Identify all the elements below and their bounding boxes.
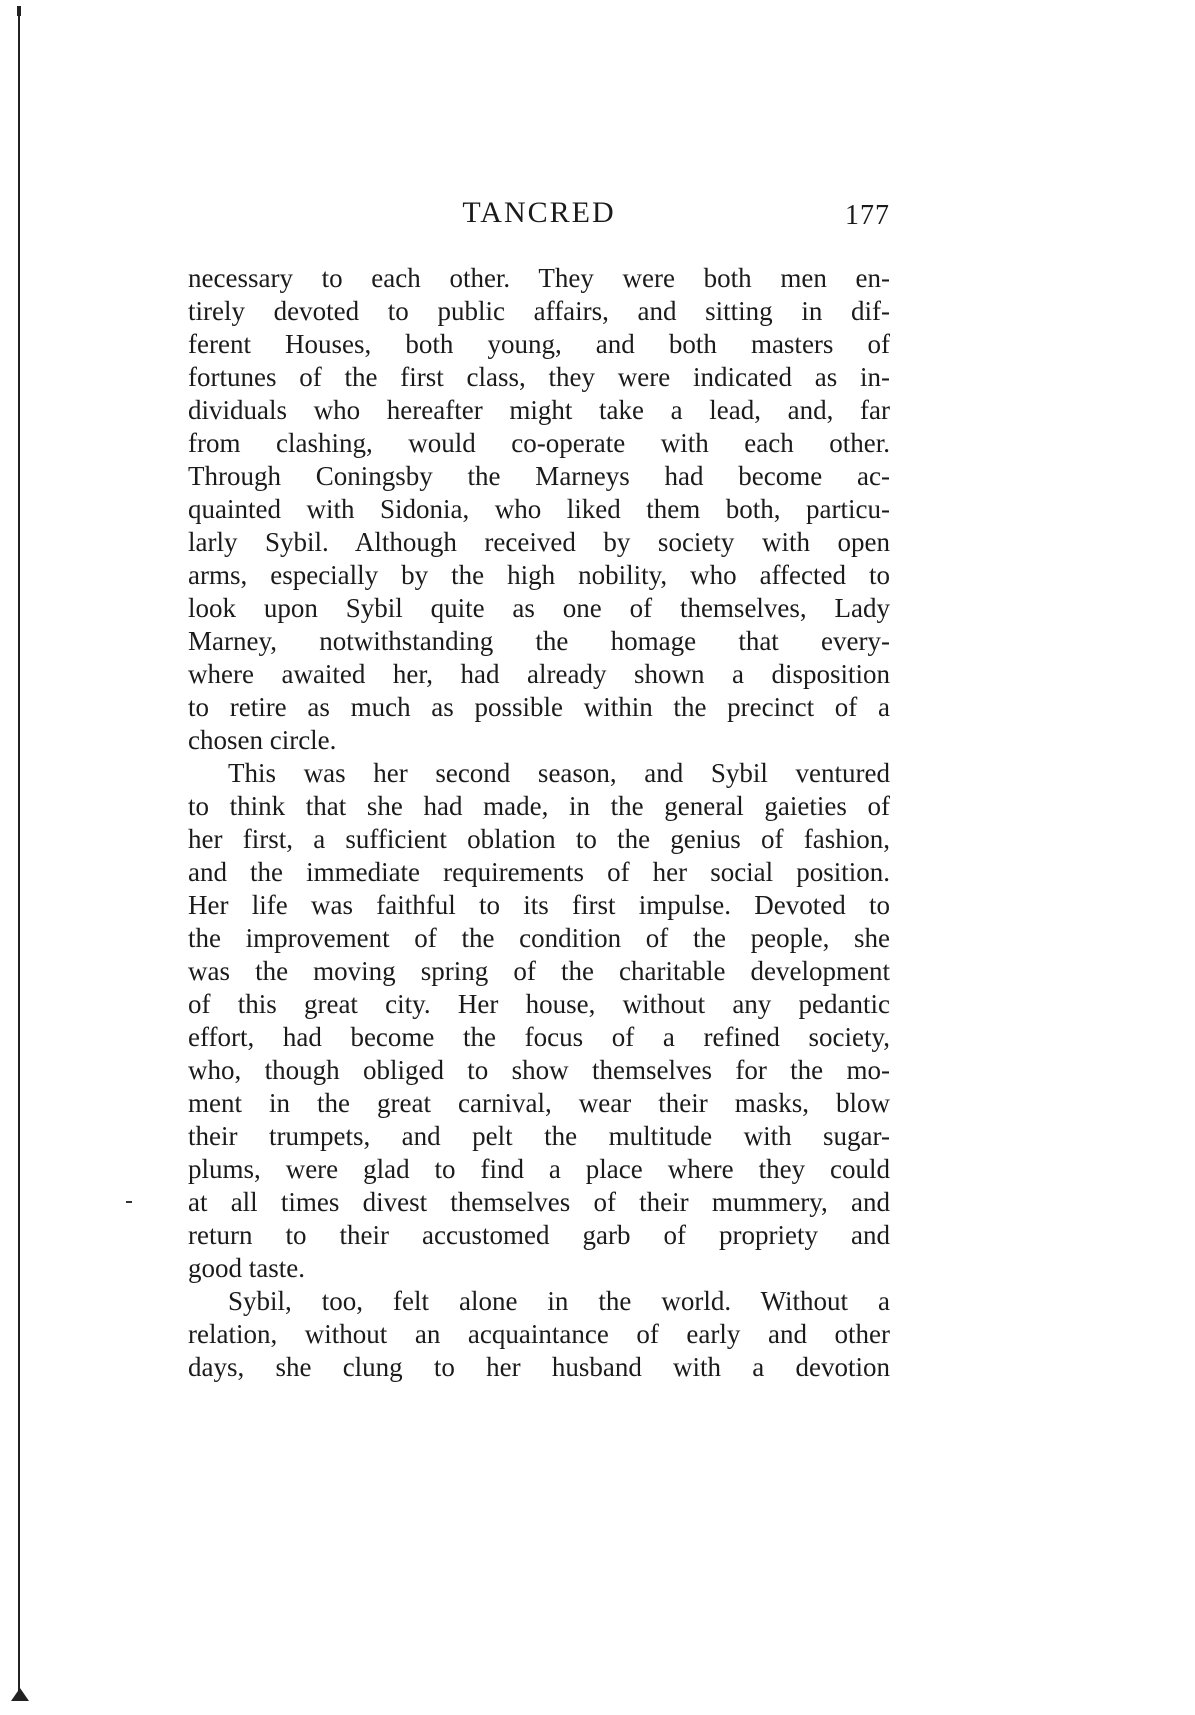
text-line: dividuals who hereafter might take a lead, and, far: [188, 395, 890, 425]
text-line: of this great city. Her house, without any pedantic: [188, 989, 890, 1019]
paragraph-1: [188, 262, 890, 757]
text-line: effort, had become the focus of a refined society,: [188, 1022, 890, 1052]
text-line: to retire as much as possible within the precinct of a: [188, 692, 890, 722]
page-header: [188, 196, 890, 236]
text-line: Sybil, too, felt alone in the world. Without a: [228, 1286, 890, 1316]
page-number: 177: [845, 200, 890, 231]
text-line: at all times divest themselves of their mummery, and: [188, 1187, 890, 1217]
text-line: chosen circle.: [188, 725, 337, 755]
paragraph-3: [188, 1285, 890, 1384]
text-line: plums, were glad to find a place where they could: [188, 1154, 890, 1184]
text-line: to think that she had made, in the general gaieties of: [188, 791, 890, 821]
text-line: where awaited her, had already shown a disposition: [188, 659, 890, 689]
body-text: [188, 262, 890, 1384]
text-line: tirely devoted to public affairs, and sitting in dif-: [188, 296, 890, 326]
text-line: necessary to each other. They were both men en-: [188, 263, 890, 293]
text-line: Marney, notwithstanding the homage that every-: [188, 626, 890, 656]
book-spine-edge: [18, 8, 20, 1698]
text-line: fortunes of the first class, they were indicated as in-: [188, 362, 890, 392]
text-line: quainted with Sidonia, who liked them both, particu-: [188, 494, 890, 524]
text-line: relation, without an acquaintance of early and other: [188, 1319, 890, 1349]
text-line: from clashing, would co-operate with each other.: [188, 428, 890, 458]
text-line: her first, a sufficient oblation to the genius of fashion,: [188, 824, 890, 854]
margin-mark: [126, 1201, 132, 1203]
text-line: who, though obliged to show themselves for the mo-: [188, 1055, 890, 1085]
page-corner-arrow-icon: [11, 1688, 29, 1701]
running-title: TANCRED: [462, 196, 616, 229]
text-line: This was her second season, and Sybil ventured: [228, 758, 890, 788]
text-line: was the moving spring of the charitable development: [188, 956, 890, 986]
text-line: good taste.: [188, 1253, 305, 1283]
text-line: and the immediate requirements of her social position.: [188, 857, 890, 887]
text-line: Her life was faithful to its first impulse. Devoted to: [188, 890, 890, 920]
text-line: return to their accustomed garb of propriety and: [188, 1220, 890, 1250]
text-line: their trumpets, and pelt the multitude with sugar-: [188, 1121, 890, 1151]
text-line: ment in the great carnival, wear their masks, blow: [188, 1088, 890, 1118]
paragraph-2: [188, 757, 890, 1285]
text-line: larly Sybil. Although received by society with open: [188, 527, 890, 557]
text-line: days, she clung to her husband with a devotion: [188, 1352, 890, 1382]
text-line: the improvement of the condition of the people, she: [188, 923, 890, 953]
text-line: arms, especially by the high nobility, who affected to: [188, 560, 890, 590]
text-line: ferent Houses, both young, and both masters of: [188, 329, 890, 359]
spine-tick-mark: [17, 6, 21, 16]
text-line: look upon Sybil quite as one of themselves, Lady: [188, 593, 890, 623]
text-line: Through Coningsby the Marneys had become ac-: [188, 461, 890, 491]
